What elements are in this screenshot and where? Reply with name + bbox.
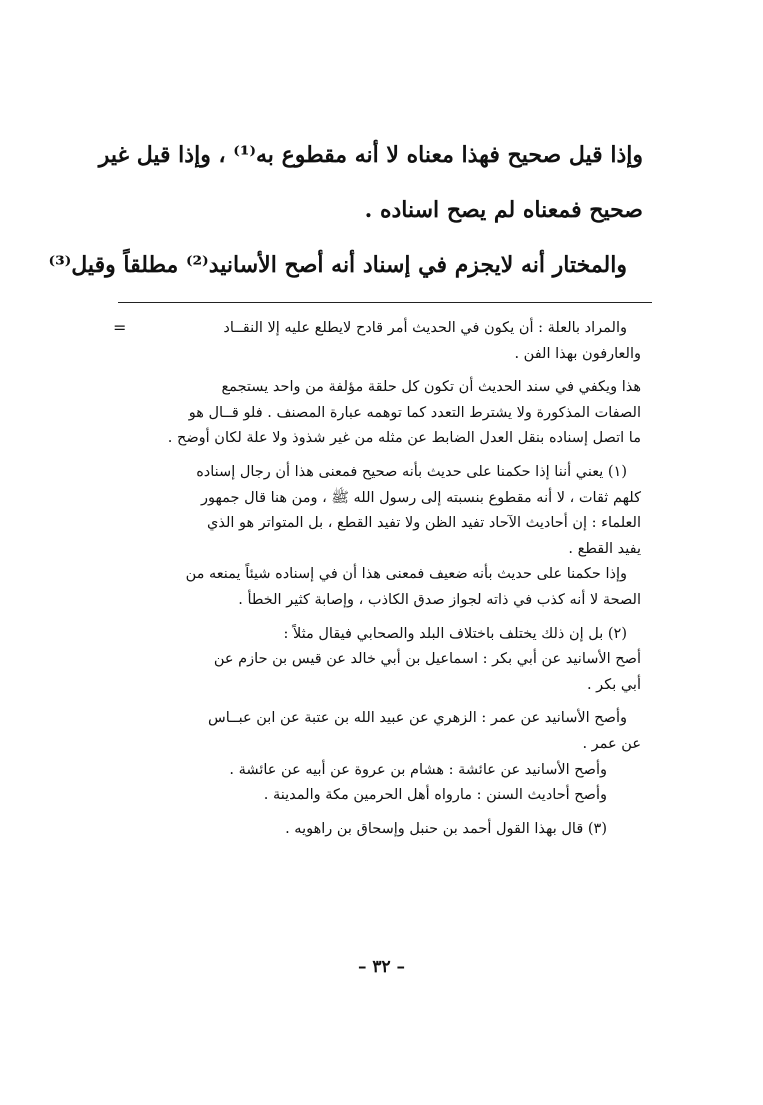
main-text xyxy=(48,128,643,293)
footnote-line: يفيد القطع . xyxy=(568,540,641,557)
footnote-line: عن عمر . xyxy=(582,735,641,752)
footnote-line: (٣) قال بهذا القول أحمد بن حنبل وإسحاق بن راهويه . xyxy=(285,820,607,837)
footnote-line: أبي بكر . xyxy=(586,676,641,693)
footnote-line: وأصح أحاديث السنن : مارواه أهل الحرمين مكة والمدينة . xyxy=(263,787,607,804)
footnote-line: (٢) بل إن ذلك يختلف باختلاف البلد والصحابي فيقال مثلاً : xyxy=(283,625,627,642)
footnote-line: وأصح الأسانيد عن عائشة : هشام بن عروة عن أبيه عن عائشة . xyxy=(229,761,607,778)
footnote-line: وإذا حكمنا على حديث بأنه ضعيف فمعنى هذا أن في إسناده شيئاً يمنعه من xyxy=(185,566,627,583)
page-number: – ٣٢ – xyxy=(357,957,406,977)
footnote-line: والمراد بالعلة : أن يكون في الحديث أمر قادح لايطلع عليه إلا النقــاد xyxy=(223,320,627,336)
footnote-line: هذا ويكفي في سند الحديث أن تكون كل حلقة مؤلفة من واحد يستجمع xyxy=(221,379,641,396)
footnote-separator xyxy=(118,302,652,303)
footnote-line: كلهم ثقات ، لا أنه مقطوع بنسبته إلى رسول الله ﷺ ، ومن هنا قال جمهور xyxy=(201,489,641,506)
footnote-line: العلماء : إن أحاديث الآحاد تفيد الظن ولا تفيد القطع ، بل المتواتر هو الذي xyxy=(207,515,641,532)
footnote-line: الصفات المذكورة ولا يشترط التعدد كما توهمه عبارة المصنف . فلو قــال هو xyxy=(188,404,641,421)
main-text-line: وإذا قيل صحيح فهذا معناه لا أنه مقطوع به⁽¹⁾ ، وإذا قيل غير xyxy=(98,142,643,168)
main-text-line: والمختار أنه لايجزم في إسناد أنه أصح الأسانيد⁽²⁾ مطلقاً وقيل⁽³⁾ xyxy=(48,252,627,278)
footnotes xyxy=(125,316,641,842)
footnote-continuation-mark: = xyxy=(113,318,127,337)
footnote-line: (١) يعني أننا إذا حكمنا على حديث بأنه صحيح فمعنى هذا أن رجال إسناده xyxy=(196,463,627,480)
footnote-line: الصحة لا أنه كذب في ذاته لجواز صدق الكاذب ، وإصابة كثير الخطأ . xyxy=(238,591,641,608)
footnote-line: والعارفون بهذا الفن . xyxy=(514,345,641,362)
footnote-line: أصح الأسانيد عن أبي بكر : اسماعيل بن أبي خالد عن قيس بن حازم عن xyxy=(213,651,641,668)
main-text-line: صحيح فمعناه لم يصح اسناده . xyxy=(364,197,643,223)
footnote-line: وأصح الأسانيد عن عمر : الزهري عن عبيد الله بن عتبة عن ابن عبــاس xyxy=(208,710,627,727)
footnote-line: ما اتصل إسناده بنقل العدل الضابط عن مثله من غير شذوذ ولا علة لكان أوضح . xyxy=(167,430,641,447)
